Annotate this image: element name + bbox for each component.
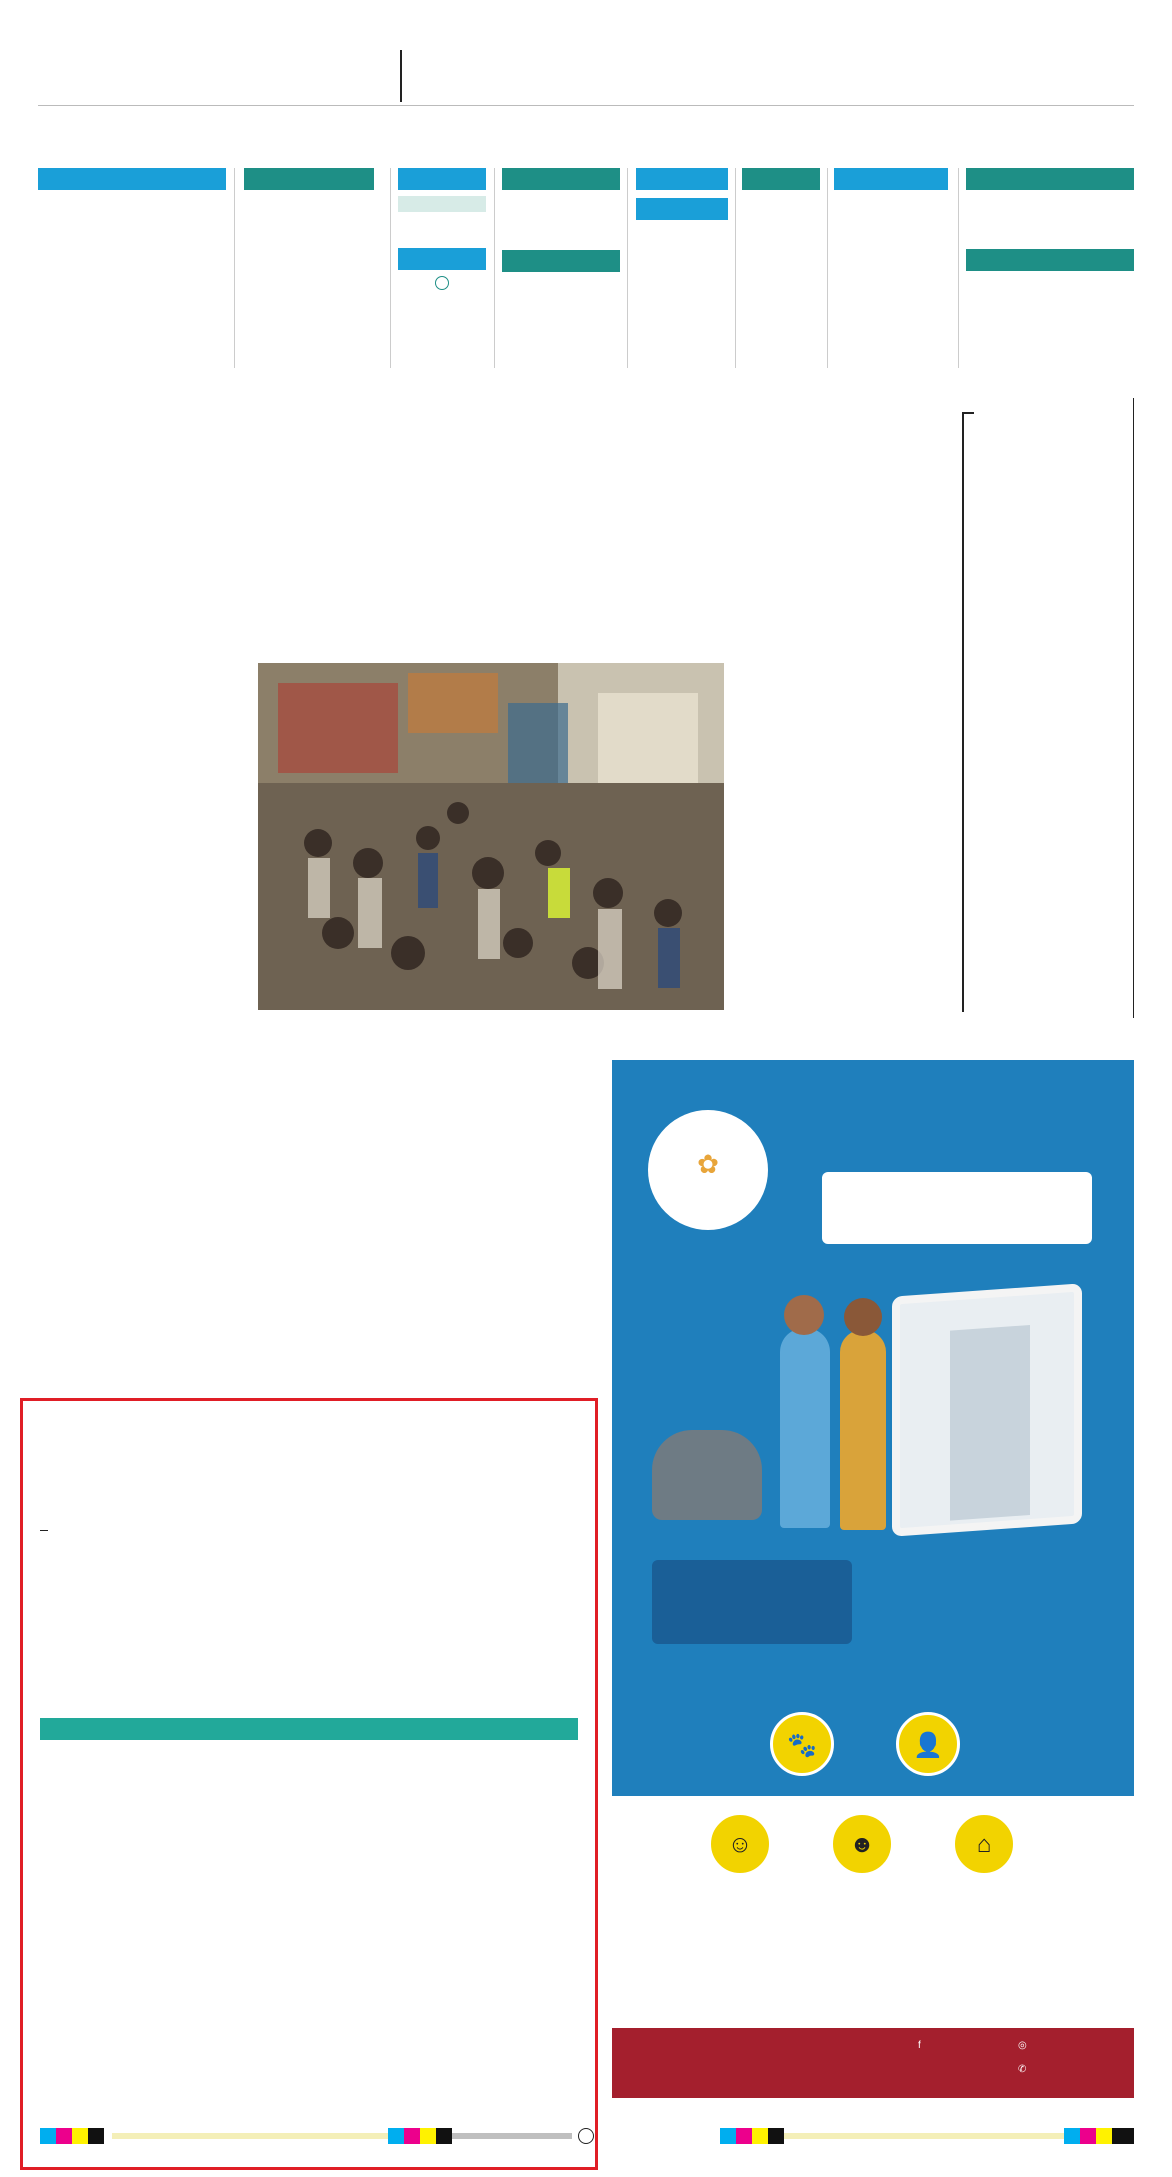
price-panel	[652, 1560, 852, 1644]
tasas-title	[742, 168, 820, 190]
uvr-title	[636, 168, 728, 190]
tablet-image	[892, 1283, 1082, 1536]
devaluacion-title	[244, 168, 374, 190]
bed-icon: ⌂	[976, 1831, 992, 1858]
print-color-bar	[1064, 2128, 1134, 2144]
calendar-title	[40, 1718, 578, 1740]
inflacion-box	[502, 168, 620, 310]
man-head	[784, 1295, 824, 1335]
feature-terrakids	[802, 1812, 922, 1882]
baby-icon: ☺	[727, 1831, 753, 1858]
chair-image	[652, 1430, 762, 1520]
highlight-box	[20, 1398, 598, 2170]
inflacion-title	[502, 168, 620, 190]
feature-pet-friendly	[742, 1712, 862, 1782]
man-figure	[780, 1328, 830, 1528]
divider	[234, 168, 235, 368]
uvr-box	[636, 168, 728, 226]
article-column-1	[38, 446, 208, 458]
street-market-photo	[258, 663, 724, 1010]
cacao-title	[636, 198, 728, 220]
divider	[958, 168, 959, 368]
feature-terrasuite	[924, 1812, 1044, 1882]
divider	[827, 168, 828, 368]
whatsapp-icon: ✆	[1018, 2064, 1027, 2075]
woman-figure	[840, 1330, 886, 1530]
divider	[735, 168, 736, 368]
print-register-strip	[452, 2133, 572, 2139]
terrazul-logo	[648, 1110, 768, 1230]
print-color-bar	[388, 2128, 452, 2144]
divider	[390, 168, 391, 368]
petroleo-title	[398, 168, 486, 190]
building-image	[950, 1325, 1030, 1521]
instagram-icon: ◎	[1018, 2040, 1027, 2051]
feature-terrababy	[680, 1812, 800, 1882]
woman-head	[844, 1298, 882, 1336]
dog-icon: 🐾	[787, 1732, 817, 1759]
breves-sidebar	[962, 398, 1134, 1018]
print-color-bar	[720, 2128, 784, 2144]
cta-button[interactable]	[742, 1957, 1004, 1987]
person-icon: 👤	[913, 1732, 943, 1759]
kids-icon: ☻	[849, 1831, 875, 1858]
terrazul-ad[interactable]	[612, 1060, 1134, 1858]
cafe-title	[834, 168, 948, 190]
breves-bracket	[962, 412, 974, 1012]
monedas-title	[38, 168, 226, 190]
facebook-icon: f	[918, 2040, 921, 2051]
section-divider	[400, 50, 402, 102]
divider	[627, 168, 628, 368]
arrow-down-icon	[435, 276, 449, 290]
divider	[612, 2022, 1134, 2024]
print-color-bar	[40, 2128, 112, 2144]
masthead	[38, 36, 1134, 106]
paag-title	[502, 250, 620, 272]
domus-footer[interactable]	[612, 2028, 1134, 2098]
oro-box	[966, 168, 1134, 323]
divider	[494, 168, 495, 368]
print-register-strip	[784, 2133, 1064, 2139]
cafe-box	[834, 168, 948, 274]
oro-title	[966, 168, 1134, 190]
flower-icon: ✿	[697, 1150, 719, 1179]
plata-title	[966, 249, 1134, 271]
prelanzamiento-badge	[822, 1172, 1092, 1244]
monedas-box	[38, 168, 226, 206]
devaluacion-box	[244, 168, 374, 198]
divider	[40, 1530, 48, 1531]
registration-mark-icon	[578, 2128, 594, 2144]
colcap-title	[398, 248, 486, 270]
crowd-illustration	[258, 663, 724, 1010]
print-register-strip	[112, 2133, 388, 2139]
petroleo-box	[398, 168, 486, 290]
feature-ejecutivo	[868, 1712, 988, 1782]
tasas-box	[742, 168, 820, 198]
